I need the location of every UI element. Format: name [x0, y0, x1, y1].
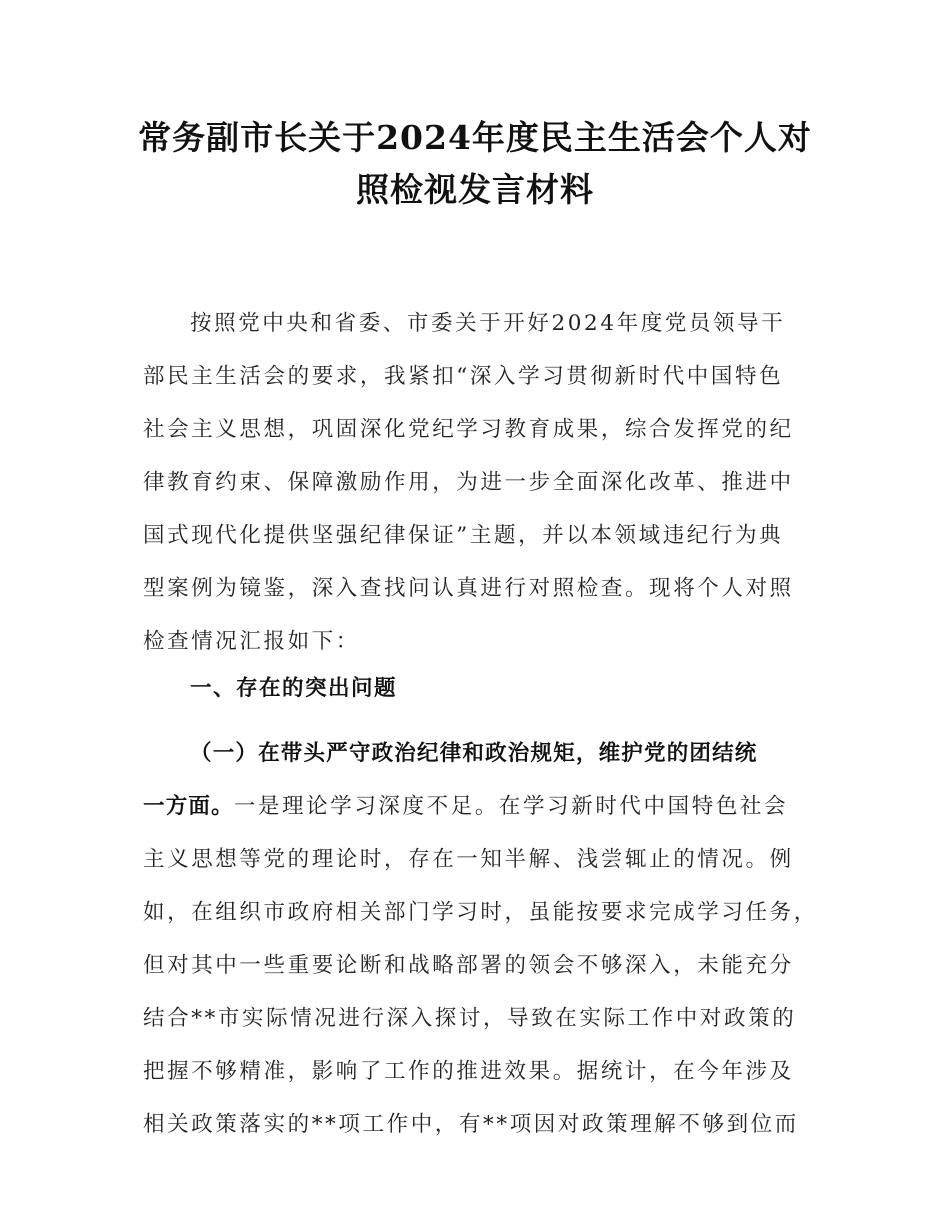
paragraph-line: 结合**市实际情况进行深入探讨，导致在实际工作中对政策的	[143, 1006, 797, 1031]
paragraph-line: 相关政策落实的**项工作中，有**项因对政策理解不够到位而	[143, 1112, 799, 1137]
paragraph-line: 检查情况汇报如下：	[143, 629, 360, 654]
document-title	[100, 112, 850, 216]
title-line: 常务副市长关于2024年度民主生活会个人对	[138, 118, 812, 157]
paragraph-line: 但对其中一些重要论断和战略部署的领会不够深入，未能充分	[143, 953, 794, 978]
subsection-paragraph	[143, 727, 818, 1151]
title-line: 照检视发言材料	[356, 170, 594, 209]
paragraph-line: 型案例为镜鉴，深入查找问认真进行对照检查。现将个人对照	[143, 576, 794, 601]
section-heading	[143, 662, 813, 715]
paragraph-line: 国式现代化提供坚强纪律保证”主题，并以本领域违纪行为典	[143, 523, 784, 548]
paragraph-line: 如，在组织市政府相关部门学习时，虽能按要求完成学习任务，	[143, 900, 818, 925]
section-heading-text: 一、存在的突出问题	[190, 676, 398, 701]
subsection-heading-line: （一）在带头严守政治纪律和政治规矩，维护党的团结统	[190, 741, 758, 766]
paragraph-line: 社会主义思想，巩固深化党纪学习教育成果，综合发挥党的纪	[143, 417, 794, 442]
paragraph-line: 主义思想等党的理论时，存在一知半解、浅尝辄止的情况。例	[143, 847, 794, 872]
intro-paragraph	[143, 297, 813, 668]
paragraph-line: 把握不够精准，影响了工作的推进效果。据统计，在今年涉及	[143, 1059, 794, 1084]
paragraph-line: 按照党中央和省委、市委关于开好2024年度党员领导干	[190, 311, 786, 336]
subsection-heading-end: 一方面。	[143, 794, 234, 819]
paragraph-line	[143, 780, 813, 833]
paragraph-line: 律教育约束、保障激励作用，为进一步全面深化改革、推进中	[143, 470, 794, 495]
paragraph-line: 部民主生活会的要求，我紧扣“深入学习贯彻新时代中国特色	[143, 364, 784, 389]
paragraph-line-rest: 一是理论学习深度不足。在学习新时代中国特色社会	[233, 794, 789, 819]
